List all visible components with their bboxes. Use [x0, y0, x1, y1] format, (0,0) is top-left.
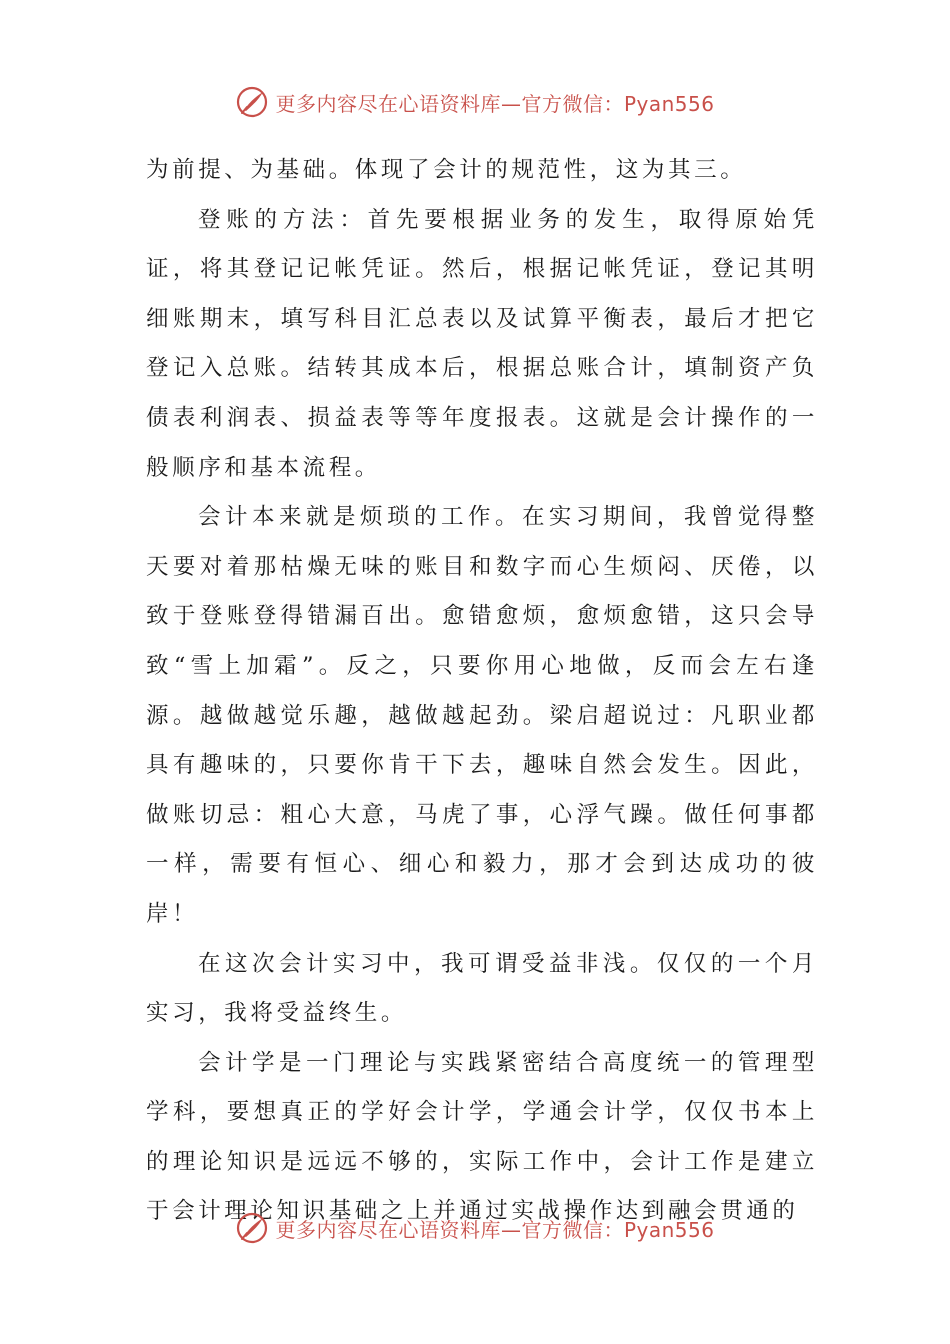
footer-watermark [0, 1208, 950, 1248]
watermark-text: 更多内容尽在心语资料库—官方微信：Pyan556 [275, 1217, 715, 1242]
document-body [146, 146, 818, 1237]
paragraph-5: 会计学是一门理论与实践紧密结合高度统一的管理型学科，要想真正的学好会计学，学通会计学，仅仅书本上的理论知识是远远不够的，实际工作中，会计工作是建立于会计理论知识基础之上并通过实战操作达到融会贯通的 [146, 1049, 818, 1225]
header-watermark [0, 82, 950, 122]
quill-pen-icon [235, 1211, 269, 1245]
paragraph-2: 登账的方法：首先要根据业务的发生，取得原始凭证，将其登记记帐凭证。然后，根据记帐凭证，登记其明细账期末，填写科目汇总表以及试算平衡表，最后才把它登记入总账。结转其成本后，根据总账合计，填制资产负债表利润表、损益表等等年度报表。这就是会计操作的一般顺序和基本流程。 [146, 206, 818, 481]
paragraph-3: 会计本来就是烦琐的工作。在实习期间，我曾觉得整天要对着那枯燥无味的账目和数字而心生烦闷、厌倦，以致于登账登得错漏百出。愈错愈烦，愈烦愈错，这只会导致“雪上加霜”。反之，只要你用心地做，反而会左右逢源。越做越觉乐趣，越做越起劲。梁启超说过：凡职业都具有趣味的，只要你肯干下去，趣味自然会发生。因此，做账切忌：粗心大意，马虎了事，心浮气躁。做任何事都一样，需要有恒心、细心和毅力，那才会到达成功的彼岸！ [146, 504, 818, 927]
paragraph-4: 在这次会计实习中，我可谓受益非浅。仅仅的一个月实习，我将受益终生。 [146, 950, 818, 1027]
quill-pen-icon [235, 85, 269, 119]
watermark-text: 更多内容尽在心语资料库—官方微信：Pyan556 [275, 91, 715, 116]
paragraph-1: 为前提、为基础。体现了会计的规范性，这为其三。 [146, 157, 747, 183]
